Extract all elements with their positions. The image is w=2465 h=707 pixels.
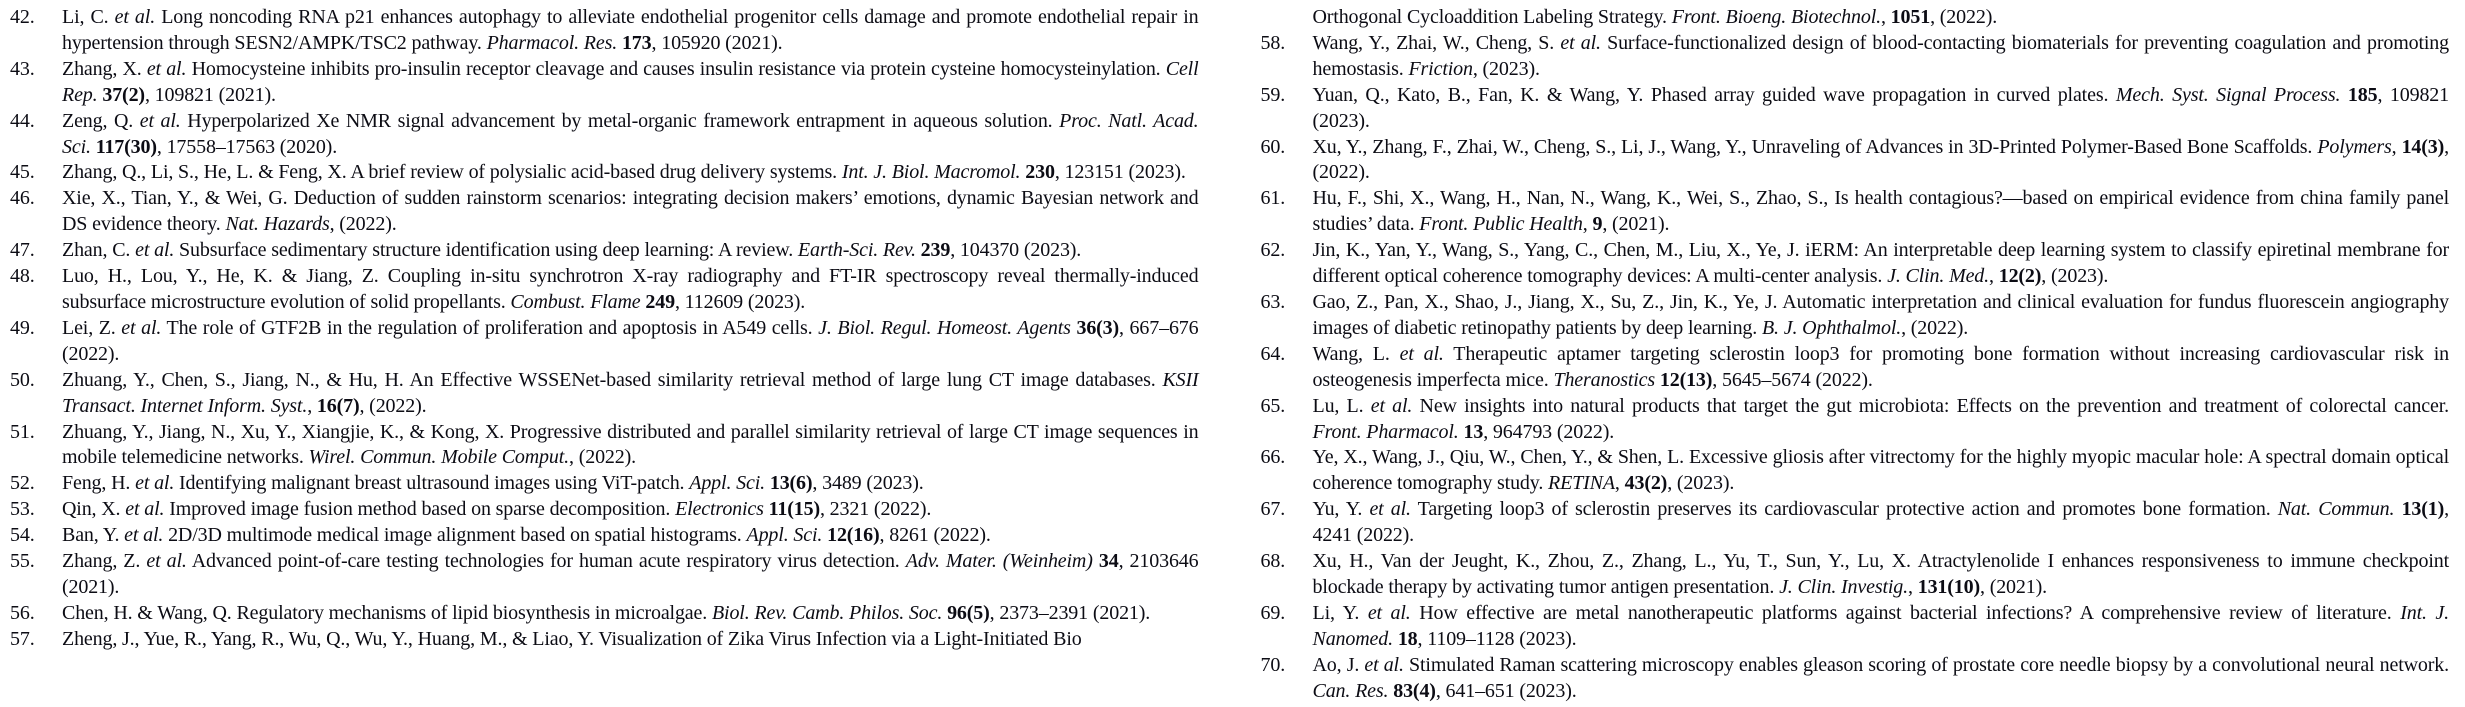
reference-segment: 11(15) <box>768 498 820 521</box>
reference-text <box>62 316 1199 368</box>
reference-segment: Wang, Y., Zhai, W., Cheng, S. <box>1312 31 1561 54</box>
reference-text <box>62 523 1199 549</box>
reference-text <box>1313 497 2450 549</box>
reference-segment: Xie, X., Tian, Y., & Wei, G. Deduction of sudden rainstorm scenarios: integrating decision makers’ emotions, dynamic Bayesian network and DS evidence theory. <box>62 187 1199 236</box>
reference-text <box>1313 31 2450 83</box>
reference-segment: , 112609 (2023). <box>674 290 806 313</box>
reference-segment: et al. <box>121 316 162 339</box>
reference-number: 54. <box>10 524 35 547</box>
reference-segment: Gao, Z., Pan, X., Shao, J., Jiang, X., Su, Z., Jin, K., Ye, J. Automatic interpretation and clinical evaluation for fundus fluorescein angiography images of diabetic retinopathy patients by deep learning. <box>1312 290 2449 339</box>
reference-segment: , (2022). <box>1312 135 2449 184</box>
reference-segment: 13(6) <box>769 472 813 495</box>
reference-item <box>10 186 1199 238</box>
reference-segment: Li, C. <box>62 6 115 28</box>
reference-number: 58. <box>1260 31 1286 54</box>
reference-segment: Jin, K., Yan, Y., Wang, S., Yang, C., Chen, M., Liu, X., Ye, J. iERM: An interpretable deep learning system to classify epiretinal membrane for different optical coherence tomography devices: A multi-center analysis. <box>1312 239 2449 288</box>
reference-segment: 9 <box>1592 213 1603 236</box>
reference-number <box>1261 5 1313 31</box>
reference-segment: New insights into natural products that target the gut microbiota: Effects on the prevention and treatment of colorectal cancer. <box>1412 394 2449 417</box>
reference-text <box>1313 549 2450 601</box>
reference-item <box>1261 394 2450 446</box>
reference-segment: The role of GTF2B in the regulation of proliferation and apoptosis in A549 cells. <box>161 316 819 339</box>
reference-item <box>1261 549 2450 601</box>
reference-segment: Qin, X. <box>62 498 126 521</box>
reference-segment: Appl. Sci. <box>746 524 823 547</box>
reference-segment: Electronics <box>675 498 764 521</box>
reference-number: 68. <box>1260 550 1286 573</box>
reference-segment: 12(16) <box>827 524 880 547</box>
reference-number: 43. <box>10 57 35 80</box>
reference-item <box>10 420 1199 472</box>
reference-segment: , 8261 (2022). <box>879 524 991 547</box>
reference-segment: Advanced point-of-care testing technologies for human acute respiratory virus detection. <box>186 550 906 573</box>
reference-number: 45. <box>10 161 35 184</box>
reference-segment: , 4241 (2022). <box>1312 498 2450 547</box>
reference-text <box>1313 342 2450 394</box>
reference-segment: Ye, X., Wang, J., Qiu, W., Chen, Y., & Shen, L. Excessive gliosis after vitrectomy for the highly myopic macular hole: A spectral domain optical coherence tomography study. <box>1312 446 2449 495</box>
reference-text <box>62 186 1199 238</box>
reference-segment: et al. <box>1364 653 1404 676</box>
reference-segment: Surface-functionalized design of blood-contacting biomaterials for preventing coagulation and promoting hemostasis. <box>1312 31 2450 80</box>
reference-segment: , <box>1880 6 1891 28</box>
reference-segment: RETINA <box>1548 472 1615 495</box>
reference-text <box>62 601 1199 627</box>
reference-segment: et al. <box>139 109 181 132</box>
reference-segment: , 964793 (2022). <box>1483 420 1615 443</box>
reference-segment: , <box>2391 135 2402 158</box>
reference-number: 59. <box>1260 83 1286 106</box>
reference-segment: et al. <box>135 472 175 495</box>
reference-text <box>1313 445 2450 497</box>
reference-text <box>62 238 1199 264</box>
reference-number: 56. <box>10 601 35 624</box>
reference-segment: 13 <box>1463 420 1484 443</box>
reference-number: 49. <box>10 316 35 339</box>
reference-segment: Homocysteine inhibits pro-insulin receptor cleavage and causes insulin resistance via protein cysteine homocysteinylation. <box>186 57 1166 80</box>
reference-segment: Int. J. Nanomed. <box>1312 601 2449 650</box>
reference-item <box>1261 290 2450 342</box>
reference-text <box>1313 394 2450 446</box>
reference-segment: Long noncoding RNA p21 enhances autophagy to alleviate endothelial progenitor cells damage and promote endothelial repair in hypertension through SESN2/AMPK/TSC2 pathway. <box>62 6 1199 54</box>
reference-segment: 16(7) <box>316 394 360 417</box>
reference-segment: 37(2) <box>102 83 145 106</box>
reference-segment <box>2394 498 2401 520</box>
reference-segment: 12(2) <box>1998 265 2042 288</box>
reference-segment: Zhang, Z. <box>62 550 147 573</box>
reference-item <box>10 160 1199 186</box>
reference-number: 52. <box>10 472 35 495</box>
reference-text <box>62 627 1199 653</box>
reference-segment: Hyperpolarized Xe NMR signal advancement by metal-organic framework entrapment in aqueous solution. <box>180 109 1060 132</box>
references-column-left <box>10 5 1199 707</box>
reference-segment: , 109821 (2023). <box>1312 83 2449 132</box>
reference-segment: Can. Res. <box>1312 679 1389 702</box>
reference-segment: , (2022). <box>1901 316 1969 339</box>
reference-segment: Polymers <box>2317 135 2392 158</box>
reference-segment: et al. <box>1399 342 1444 365</box>
reference-segment: et al. <box>146 550 187 573</box>
reference-segment: Ao, J. <box>1312 653 1365 676</box>
reference-text <box>1313 83 2450 135</box>
reference-number: 63. <box>1260 290 1286 313</box>
reference-segment: , <box>1908 575 1918 598</box>
reference-segment: Feng, H. <box>62 472 136 495</box>
reference-segment: Zhuang, Y., Chen, S., Jiang, N., & Hu, H. An Effective WSSENet-based similarity retrieval method of large lung CT image databases. <box>62 368 1163 391</box>
reference-segment: Identifying malignant breast ultrasound images using ViT-patch. <box>174 472 690 495</box>
reference-segment: Targeting loop3 of sclerostin preserves its cardiovascular protective action and promotes bone formation. <box>1410 498 2278 521</box>
reference-segment: Appl. Sci. <box>689 472 765 495</box>
reference-segment: 185 <box>2347 83 2378 106</box>
reference-segment: et al. <box>1560 31 1601 54</box>
reference-segment: Xu, Y., Zhang, F., Zhai, W., Cheng, S., Li, J., Wang, Y., Unraveling of Advances in 3D-Printed Polymer-Based Bone Scaffolds. <box>1312 135 2318 158</box>
reference-segment: , 2103646 (2021). <box>62 550 1199 598</box>
reference-segment: 34 <box>1098 550 1119 573</box>
reference-segment <box>2340 84 2348 106</box>
reference-segment: 249 <box>645 290 675 313</box>
reference-segment: 117(30) <box>95 135 157 158</box>
reference-item <box>1261 653 2450 705</box>
reference-text <box>1313 135 2450 187</box>
reference-item <box>1261 497 2450 549</box>
reference-item <box>10 549 1199 601</box>
reference-segment: , (2022). <box>359 394 427 417</box>
reference-segment: Nat. Hazards <box>225 213 330 236</box>
reference-segment: 96(5) <box>947 601 990 624</box>
reference-segment: Zhan, C. <box>62 239 136 262</box>
reference-segment: Lu, L. <box>1312 394 1371 417</box>
reference-segment: et al. <box>125 498 165 521</box>
reference-text <box>62 368 1199 420</box>
reference-item <box>10 5 1199 57</box>
reference-text <box>62 160 1199 186</box>
reference-segment: , 667–676 (2022). <box>62 316 1199 365</box>
reference-segment: Zheng, J., Yue, R., Yang, R., Wu, Q., Wu, Y., Huang, M., & Liao, Y. Visualization of Zika Virus Infection via a Light-Initiated Bio <box>62 627 1082 650</box>
reference-text <box>1313 238 2450 290</box>
reference-item <box>10 109 1199 161</box>
reference-segment: , 2373–2391 (2021). <box>989 601 1151 624</box>
reference-segment: Chen, H. & Wang, Q. Regulatory mechanisms of lipid biosynthesis in microalgae. <box>62 601 712 624</box>
reference-segment: , 3489 (2023). <box>812 472 924 495</box>
reference-item <box>1261 83 2450 135</box>
reference-text <box>62 497 1199 523</box>
reference-item <box>1261 135 2450 187</box>
reference-segment: , (2022). <box>329 213 397 236</box>
reference-segment: Zhang, X. <box>62 57 147 80</box>
reference-text <box>62 264 1199 316</box>
reference-segment: B. J. Ophthalmol. <box>1761 316 1902 339</box>
reference-segment: How effective are metal nanotherapeutic platforms against bacterial infections? A comprehensive review of literature. <box>1410 601 2401 624</box>
reference-item <box>10 601 1199 627</box>
reference-segment: , (2023). <box>2041 265 2109 288</box>
reference-item <box>1261 238 2450 290</box>
reference-segment: , 109821 (2021). <box>144 83 276 106</box>
reference-number: 67. <box>1260 498 1286 521</box>
reference-segment: J. Clin. Med. <box>1887 265 1990 288</box>
reference-segment: Yu, Y. <box>1312 498 1370 521</box>
reference-number: 51. <box>10 420 35 443</box>
reference-segment: 43(2) <box>1624 472 1668 495</box>
reference-segment: 14(3) <box>2401 135 2445 158</box>
reference-segment: Orthogonal Cycloaddition Labeling Strategy. <box>1312 6 1672 28</box>
reference-number: 65. <box>1260 394 1286 417</box>
reference-segment: , 104370 (2023). <box>950 239 1082 262</box>
reference-segment: et al. <box>124 524 164 547</box>
reference-segment: Hu, F., Shi, X., Wang, H., Nan, N., Wang, K., Wei, S., Zhao, S., Is health contagious?—based on empirical evidence from china family panel studies’ data. <box>1312 187 2449 236</box>
reference-segment: Adv. Mater. (Weinheim) <box>905 550 1093 573</box>
reference-segment: et al. <box>1369 498 1411 521</box>
reference-segment: 239 <box>920 239 951 262</box>
reference-segment: , (2023). <box>1667 472 1735 495</box>
reference-segment: Stimulated Raman scattering microscopy enables gleason scoring of prostate core needle biopsy by a convolutional neural network. <box>1403 653 2449 676</box>
reference-segment: et al. <box>114 6 156 28</box>
reference-segment: Luo, H., Lou, Y., He, K. & Jiang, Z. Coupling in-situ synchrotron X-ray radiography and FT-IR spectroscopy reveal thermally-induced subsurface microstructure evolution of solid propellants. <box>62 265 1199 313</box>
reference-segment: Cell Rep. <box>62 57 1199 106</box>
reference-segment: , (2023). <box>1472 57 1540 80</box>
reference-segment: , (2022). <box>1930 6 1998 28</box>
reference-segment: , 641–651 (2023). <box>1435 679 1577 702</box>
reference-segment: J. Biol. Regul. Homeost. Agents <box>818 316 1071 339</box>
reference-segment: , 17558–17563 (2020). <box>156 135 338 158</box>
reference-segment: J. Clin. Investig. <box>1779 575 1909 598</box>
reference-number: 69. <box>1260 601 1286 624</box>
reference-text <box>1313 186 2450 238</box>
reference-text <box>62 5 1199 57</box>
reference-text <box>62 549 1199 601</box>
reference-segment: Wang, L. <box>1312 342 1400 365</box>
reference-item <box>1261 342 2450 394</box>
reference-segment: 1051 <box>1890 6 1931 28</box>
reference-item <box>10 316 1199 368</box>
reference-text <box>62 471 1199 497</box>
reference-segment: , <box>1614 472 1625 495</box>
reference-segment: Theranostics <box>1553 368 1656 391</box>
reference-segment: Wirel. Commun. Mobile Comput. <box>308 446 570 469</box>
reference-segment: , 123151 (2023). <box>1054 161 1186 184</box>
reference-segment: Pharmacol. Res. <box>486 31 618 54</box>
reference-segment: , <box>1582 213 1593 236</box>
reference-segment: 131(10) <box>1917 575 1980 598</box>
reference-segment: 2D/3D multimode medical image alignment based on spatial histograms. <box>163 524 747 547</box>
reference-number: 60. <box>1260 135 1286 158</box>
reference-segment: Zhuang, Y., Jiang, N., Xu, Y., Xiangjie, K., & Kong, X. Progressive distributed and parallel similarity retrieval of large CT image sequences in mobile telemedicine networks. <box>62 420 1199 469</box>
reference-segment: Front. Bioeng. Biotechnol. <box>1671 6 1881 28</box>
reference-segment: et al. <box>135 239 175 262</box>
reference-text <box>62 57 1199 109</box>
reference-text <box>62 420 1199 472</box>
reference-item <box>10 368 1199 420</box>
reference-segment: 230 <box>1025 161 1055 184</box>
reference-number: 48. <box>10 265 35 288</box>
reference-segment: 12(13) <box>1659 368 1713 391</box>
reference-segment: et al. <box>1367 601 1411 624</box>
reference-segment: Yuan, Q., Kato, B., Fan, K. & Wang, Y. Phased array guided wave propagation in curved plates. <box>1312 83 2116 106</box>
reference-segment: , (2022). <box>569 446 636 469</box>
reference-segment: Ban, Y. <box>62 524 125 547</box>
reference-segment: 36(3) <box>1076 316 1120 339</box>
reference-number: 46. <box>10 187 35 210</box>
reference-number: 42. <box>10 6 35 28</box>
reference-segment: Nat. Commun. <box>2277 498 2395 521</box>
reference-number: 61. <box>1260 187 1286 210</box>
reference-segment: , <box>307 394 317 417</box>
reference-segment: Biol. Rev. Camb. Philos. Soc. <box>711 601 943 624</box>
reference-segment: , (2021). <box>1980 575 2047 598</box>
reference-segment: 18 <box>1397 627 1418 650</box>
reference-segment: Int. J. Biol. Macromol. <box>841 161 1021 184</box>
reference-segment: Front. Public Health <box>1419 213 1583 236</box>
reference-segment: , 5645–5674 (2022). <box>1712 368 1873 391</box>
reference-segment: 13(1) <box>2401 498 2445 521</box>
reference-segment: KSII Transact. Internet Inform. Syst. <box>62 368 1199 417</box>
reference-text <box>1313 601 2450 653</box>
reference-segment: et al. <box>1370 394 1413 417</box>
reference-item <box>10 471 1199 497</box>
reference-segment: Zeng, Q. <box>62 109 140 132</box>
reference-segment: Combust. Flame <box>510 290 641 313</box>
reference-item <box>10 523 1199 549</box>
reference-number: 62. <box>1260 239 1286 262</box>
reference-segment: Zhang, Q., Li, S., He, L. & Feng, X. A brief review of polysialic acid-based drug delivery systems. <box>62 161 842 184</box>
reference-segment: Mech. Syst. Signal Process. <box>2115 83 2341 106</box>
reference-item <box>1261 31 2450 83</box>
reference-item <box>10 497 1199 523</box>
reference-segment: Lei, Z. <box>62 316 122 339</box>
reference-number: 50. <box>10 368 35 391</box>
reference-number: 70. <box>1260 653 1286 676</box>
reference-number: 66. <box>1260 446 1286 469</box>
reference-segment: Friction <box>1408 57 1473 80</box>
reference-segment: , 1109–1128 (2023). <box>1417 627 1577 650</box>
reference-text <box>1313 653 2450 705</box>
reference-segment: Therapeutic aptamer targeting sclerostin loop3 for promoting bone formation without increasing cardiovascular risk in osteogenesis imperfecta mice. <box>1312 342 2449 391</box>
reference-item <box>1261 601 2450 653</box>
reference-number: 64. <box>1260 342 1286 365</box>
reference-number: 47. <box>10 239 35 262</box>
reference-number: 44. <box>10 109 35 132</box>
reference-segment: Front. Pharmacol. <box>1312 420 1459 443</box>
reference-segment: Proc. Natl. Acad. Sci. <box>62 109 1199 158</box>
reference-text <box>1313 5 2450 31</box>
reference-item <box>10 57 1199 109</box>
reference-segment: , <box>1989 265 1999 288</box>
reference-segment: 173 <box>621 31 652 54</box>
reference-number: 55. <box>10 550 35 573</box>
reference-segment: Xu, H., Van der Jeught, K., Zhou, Z., Zhang, L., Yu, T., Sun, Y., Lu, X. Atractylenolide I enhances responsiveness to immune checkpoint blockade therapy by activating tumor antigen presentation. <box>1312 550 2449 598</box>
reference-segment: , 105920 (2021). <box>651 31 783 54</box>
reference-item <box>10 238 1199 264</box>
reference-segment: , 2321 (2022). <box>819 498 932 521</box>
reference-number: 53. <box>10 498 35 521</box>
reference-item <box>1261 445 2450 497</box>
reference-text <box>62 109 1199 161</box>
reference-segment: Li, Y. <box>1312 601 1368 624</box>
reference-item <box>10 264 1199 316</box>
reference-segment: Improved image fusion method based on sparse decomposition. <box>164 498 676 521</box>
reference-segment: Subsurface sedimentary structure identification using deep learning: A review. <box>174 239 798 262</box>
reference-segment: et al. <box>146 57 187 80</box>
reference-segment: , (2021). <box>1602 213 1670 236</box>
reference-item <box>10 627 1199 653</box>
reference-number: 57. <box>10 627 35 650</box>
reference-item <box>1261 186 2450 238</box>
reference-text <box>1313 290 2450 342</box>
reference-item <box>1261 5 2450 31</box>
references-column-right <box>1261 5 2450 707</box>
reference-segment: Earth-Sci. Rev. <box>797 239 916 262</box>
reference-segment: 83(4) <box>1393 679 1436 702</box>
